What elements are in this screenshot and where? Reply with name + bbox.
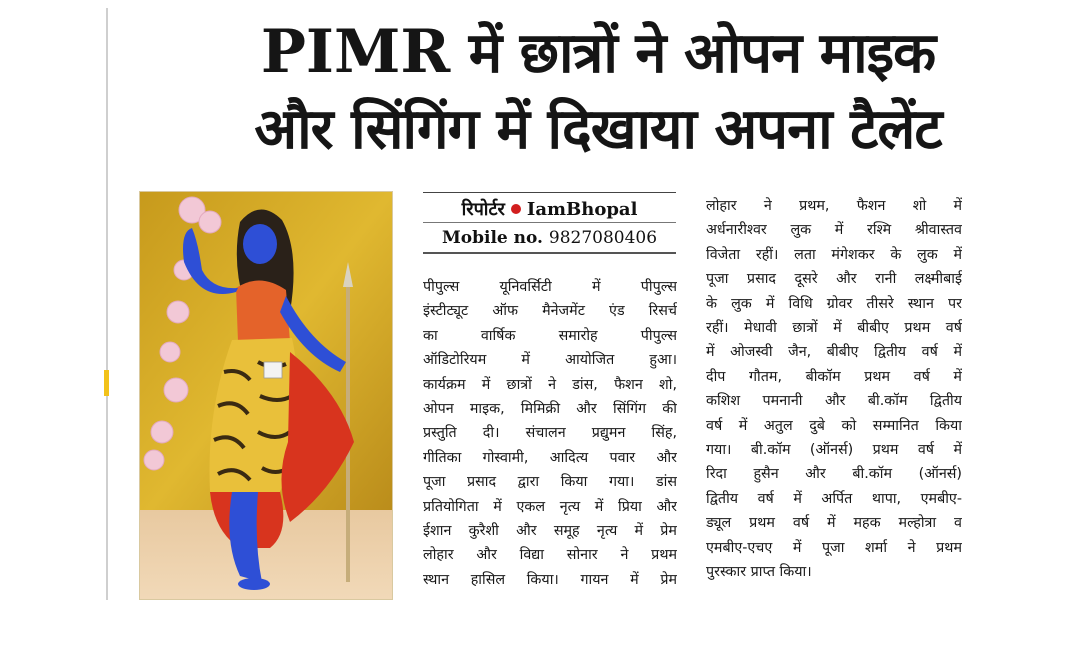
article-line: लोहार ने प्रथम, फैशन शो में <box>706 198 962 214</box>
article-line: में ओजस्वी जैन, बीबीए द्वितीय वर्ष में <box>706 344 962 361</box>
reporter-line <box>423 192 676 223</box>
page-margin-marker <box>104 370 109 396</box>
headline-line-2: और सिंगिंग में दिखाया अपना टैलेंट <box>254 97 942 162</box>
article-line: ऑडिटोरियम में आयोजित हुआ। <box>423 352 677 369</box>
reporter-name: IamBhopal <box>526 198 638 220</box>
article-line: कार्यक्रम में छात्रों ने डांस, फैशन शो, <box>423 376 677 393</box>
mobile-line <box>423 228 676 254</box>
headline <box>118 14 1078 168</box>
article-line: विजेता रहीं। लता मंगेशकर के लुक में <box>706 246 962 263</box>
dancer-photo <box>139 191 393 600</box>
article-line: गीतिका गोस्वामी, आदित्य पवार और <box>423 449 677 466</box>
bullet-dot-icon <box>511 204 521 214</box>
article-line: पूजा प्रसाद दूसरे और रानी लक्ष्मीबाई <box>706 271 962 288</box>
article-line: प्रस्तुति दी। संचालन प्रद्युमन सिंह, <box>423 425 677 442</box>
article-column-2 <box>706 194 962 585</box>
mobile-number: 9827080406 <box>548 228 658 248</box>
article-line: पीपुल्स यूनिवर्सिटी में पीपुल्स <box>423 279 677 295</box>
article-line: ओपन माइक, मिमिक्री और सिंगिंग की <box>423 401 677 418</box>
article-line: का वार्षिक समारोह पीपुल्स <box>423 327 677 344</box>
article-line: अर्धनारीश्वर लुक में रश्मि श्रीवास्तव <box>706 222 962 239</box>
dancer-photo-illustration <box>140 192 392 599</box>
article-line: रहीं। मेधावी छात्रों में बीबीए प्रथम वर्ष <box>706 320 962 337</box>
article-line: गया। बी.कॉम (ऑनर्स) प्रथम वर्ष में <box>706 442 962 459</box>
article-line: इंस्टीट्यूट ऑफ मैनेजमेंट एंड रिसर्च <box>423 303 677 320</box>
article-line: दीप गौतम, बीकॉम प्रथम वर्ष में <box>706 368 962 385</box>
page-margin-rule <box>106 8 108 600</box>
article-line: ड्यूल प्रथम वर्ष में महक मल्होत्रा व <box>706 515 962 532</box>
reporter-label: रिपोर्टर <box>461 199 505 220</box>
article-line: ईशान कुरैशी और समूह नृत्य में प्रेम <box>423 523 677 540</box>
article-line: रिदा हुसैन और बी.कॉम (ऑनर्स) <box>706 466 962 483</box>
article-line: पूजा प्रसाद द्वारा किया गया। डांस <box>423 474 677 491</box>
article-line: एमबीए-एचए में पूजा शर्मा ने प्रथम <box>706 539 962 556</box>
headline-line-1 <box>118 14 1078 92</box>
article-line: लोहार और विद्या सोनार ने प्रथम <box>423 547 677 564</box>
headline-brand: PIMR <box>260 17 451 87</box>
headline-line-1-text: में छात्रों ने ओपन माइक <box>450 21 936 86</box>
mobile-label: Mobile no. <box>441 228 543 248</box>
article-line: वर्ष में अतुल दुबे को सम्मानित किया <box>706 417 962 434</box>
article-line: स्थान हासिल किया। गायन में प्रेम <box>423 571 677 588</box>
article-line: पुरस्कार प्राप्त किया। <box>706 564 812 581</box>
article-line: द्वितीय वर्ष में अर्पित थापा, एमबीए- <box>706 490 962 507</box>
article-line: प्रतियोगिता में एकल नृत्य में प्रिया और <box>423 498 677 515</box>
article-column-1 <box>423 275 677 592</box>
article-line: के लुक में विधि ग्रोवर तीसरे स्थान पर <box>706 295 962 312</box>
byline <box>423 192 676 254</box>
article-line: कशिश पमनानी और बी.कॉम द्वितीय <box>706 393 962 410</box>
